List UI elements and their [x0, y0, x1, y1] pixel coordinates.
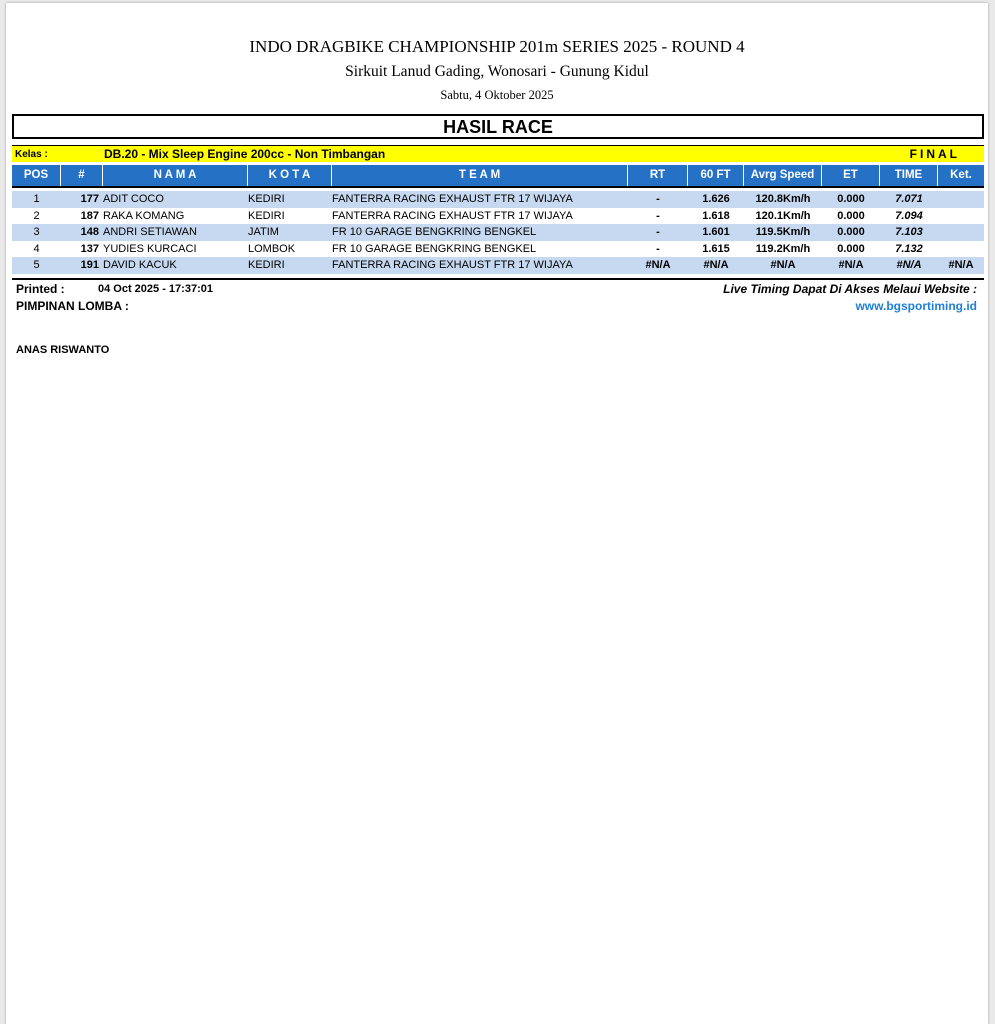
row-name: RAKA KOMANG — [103, 209, 185, 222]
row-et: 0.000 — [837, 226, 865, 238]
stage-label: FINAL — [909, 147, 960, 161]
row-time: #N/A — [896, 259, 922, 271]
row-pos: 4 — [33, 242, 40, 255]
row-city: KEDIRI — [248, 209, 285, 222]
class-label: Kelas : — [15, 149, 48, 160]
row-number: 148 — [80, 226, 99, 238]
class-name: DB.20 - Mix Sleep Engine 200cc - Non Timbangan — [104, 147, 386, 161]
row-name: ANDRI SETIAWAN — [103, 226, 197, 238]
row-time: 7.132 — [895, 242, 923, 255]
row-team: FANTERRA RACING EXHAUST FTR 17 WIJAYA — [332, 193, 573, 205]
row-ket — [938, 241, 984, 258]
row-team: FR 10 GARAGE BENGKRING BENGKEL — [332, 242, 537, 255]
website-link[interactable]: www.bgsportiming.id — [855, 299, 977, 313]
row-number: 191 — [80, 259, 99, 271]
col-team: T E A M — [332, 165, 628, 186]
row-city: JATIM — [248, 226, 279, 238]
row-name: ADIT COCO — [103, 193, 164, 205]
row-number: 137 — [80, 242, 99, 255]
row-ket — [938, 224, 984, 241]
table-bottom-rule — [12, 278, 984, 280]
row-60ft: 1.618 — [702, 209, 730, 222]
row-rt: - — [656, 193, 660, 205]
row-speed: 120.8Km/h — [755, 193, 811, 205]
race-director-label: PIMPINAN LOMBA : — [16, 299, 129, 313]
printed-timestamp: 04 Oct 2025 - 17:37:01 — [98, 283, 213, 295]
table-row — [12, 241, 984, 258]
col-number: # — [61, 165, 103, 186]
row-team: FANTERRA RACING EXHAUST FTR 17 WIJAYA — [332, 259, 573, 271]
row-pos: 5 — [33, 259, 40, 271]
row-60ft: 1.626 — [702, 193, 730, 205]
table-row — [12, 224, 984, 241]
table-row — [12, 208, 984, 225]
row-et: 0.000 — [837, 193, 865, 205]
row-time: 7.094 — [895, 209, 923, 222]
results-document — [6, 3, 988, 1024]
row-pos: 1 — [33, 193, 40, 205]
printed-label: Printed : — [16, 282, 65, 296]
row-et: 0.000 — [837, 209, 865, 222]
row-et: 0.000 — [837, 242, 865, 255]
row-time: 7.103 — [895, 226, 923, 238]
col-ket: Ket. — [950, 169, 972, 181]
row-60ft: 1.601 — [702, 226, 730, 238]
row-name: DAVID KACUK — [103, 259, 177, 271]
event-venue: Sirkuit Lanud Gading, Wonosari - Gunung Kidul — [345, 63, 649, 80]
table-row — [12, 191, 984, 208]
row-ket: #N/A — [948, 259, 974, 271]
row-60ft: #N/A — [703, 259, 729, 271]
row-team: FR 10 GARAGE BENGKRING BENGKEL — [332, 226, 537, 238]
row-rt: - — [656, 209, 660, 222]
row-name: YUDIES KURCACI — [103, 242, 197, 255]
row-city: LOMBOK — [248, 242, 296, 255]
row-team: FANTERRA RACING EXHAUST FTR 17 WIJAYA — [332, 209, 573, 222]
row-ket — [938, 191, 984, 208]
event-date: Sabtu, 4 Oktober 2025 — [440, 88, 554, 102]
row-et: #N/A — [838, 259, 864, 271]
row-pos: 2 — [33, 209, 40, 222]
race-director-name: ANAS RISWANTO — [16, 344, 110, 356]
row-number: 177 — [80, 193, 99, 205]
col-city: K O T A — [248, 165, 332, 186]
table-header — [12, 165, 984, 188]
row-rt: - — [656, 226, 660, 238]
col-pos: POS — [12, 165, 61, 186]
event-title: INDO DRAGBIKE CHAMPIONSHIP 201m SERIES 2025 - ROUND 4 — [249, 37, 745, 56]
row-pos: 3 — [33, 226, 40, 238]
row-speed: 120.1Km/h — [755, 209, 811, 222]
report-title: HASIL RACE — [12, 114, 984, 139]
row-number: 187 — [80, 209, 99, 222]
row-time: 7.071 — [895, 193, 923, 205]
row-speed: 119.2Km/h — [755, 242, 811, 255]
col-et: ET — [822, 165, 880, 186]
row-city: KEDIRI — [248, 193, 285, 205]
row-speed: 119.5Km/h — [755, 226, 811, 238]
row-rt: - — [656, 242, 660, 255]
class-bar — [12, 145, 984, 162]
row-rt: #N/A — [645, 259, 671, 271]
col-rt: RT — [628, 165, 688, 186]
row-city: KEDIRI — [248, 259, 285, 271]
live-timing-note: Live Timing Dapat Di Akses Melaui Website : — [723, 282, 977, 296]
table-row — [12, 257, 984, 274]
col-name: N A M A — [103, 165, 248, 186]
col-60ft: 60 FT — [688, 165, 744, 186]
col-avg-speed: Avrg Speed — [744, 165, 822, 186]
col-time: TIME — [880, 165, 938, 186]
row-ket — [938, 208, 984, 225]
row-60ft: 1.615 — [702, 242, 730, 255]
row-speed: #N/A — [770, 259, 796, 271]
